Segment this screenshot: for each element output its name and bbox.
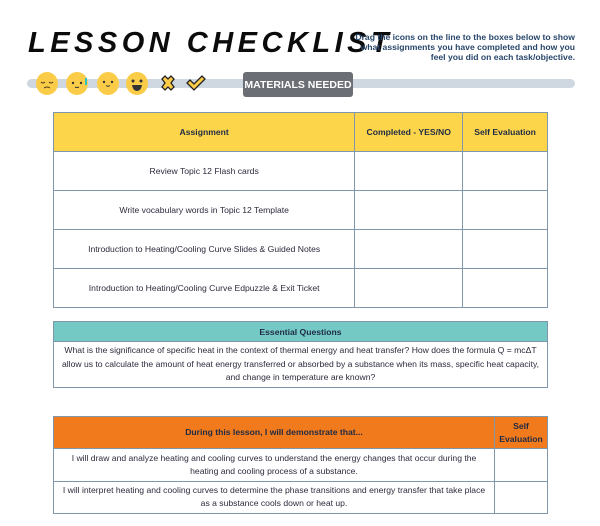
column-header: During this lesson, I will demonstrate that... xyxy=(54,417,495,449)
check-mark-icon[interactable] xyxy=(184,73,204,93)
assignment-cell: Write vocabulary words in Topic 12 Template xyxy=(54,191,355,230)
table-row xyxy=(54,269,548,308)
completed-drop-box[interactable] xyxy=(355,152,463,191)
happy-face-icon[interactable] xyxy=(126,72,148,95)
objectives-table xyxy=(53,416,548,514)
table-row xyxy=(54,449,548,482)
essential-questions-title: Essential Questions xyxy=(54,322,547,342)
x-mark-icon[interactable] xyxy=(158,73,178,93)
column-header: Self Evaluation xyxy=(463,113,548,152)
self-evaluation-drop-box[interactable] xyxy=(463,269,548,308)
table-row xyxy=(54,481,548,514)
self-evaluation-drop-box[interactable] xyxy=(495,449,548,482)
table-row xyxy=(54,230,548,269)
completed-drop-box[interactable] xyxy=(355,191,463,230)
column-header: Self Evaluation xyxy=(495,417,548,449)
table-row xyxy=(54,152,548,191)
materials-needed-button[interactable]: MATERIALS NEEDED xyxy=(243,72,353,97)
completed-drop-box[interactable] xyxy=(355,230,463,269)
assignment-cell: Introduction to Heating/Cooling Curve Slides & Guided Notes xyxy=(54,230,355,269)
assignment-checklist-table xyxy=(53,112,548,308)
self-evaluation-drop-box[interactable] xyxy=(463,230,548,269)
objective-cell: I will draw and analyze heating and cooling curves to understand the energy changes that occur during the heating and cooling process of a substance. xyxy=(54,449,495,482)
table-row xyxy=(54,191,548,230)
self-evaluation-drop-box[interactable] xyxy=(495,481,548,514)
objective-cell: I will interpret heating and cooling curves to determine the phase transitions and energy transfer that take place as a substance cools down or heat up. xyxy=(54,481,495,514)
sad-face-icon[interactable] xyxy=(36,72,58,95)
self-evaluation-drop-box[interactable] xyxy=(463,152,548,191)
instructions: Drag the icons on the line to the boxes below to show what assignments you have completed and how you feel you did on each task/objective. xyxy=(355,32,575,62)
neutral-face-icon[interactable] xyxy=(97,72,119,95)
nervous-face-icon[interactable] xyxy=(66,72,88,95)
completed-drop-box[interactable] xyxy=(355,269,463,308)
column-header: Completed - YES/NO xyxy=(355,113,463,152)
assignment-cell: Introduction to Heating/Cooling Curve Edpuzzle & Exit Ticket xyxy=(54,269,355,308)
column-header: Assignment xyxy=(54,113,355,152)
essential-questions-box xyxy=(53,321,548,388)
essential-questions-text: What is the significance of specific heat in the context of thermal energy and heat transfer? How does the formula Q = mcΔT allow us to calculate the amount of heat energy transferred or absorbed by a substance when its mass, specific heat capacity, and change in temperature are known? xyxy=(61,345,540,382)
self-evaluation-drop-box[interactable] xyxy=(463,191,548,230)
page-title: LESSON CHECKLIST xyxy=(28,27,394,59)
assignment-cell: Review Topic 12 Flash cards xyxy=(54,152,355,191)
